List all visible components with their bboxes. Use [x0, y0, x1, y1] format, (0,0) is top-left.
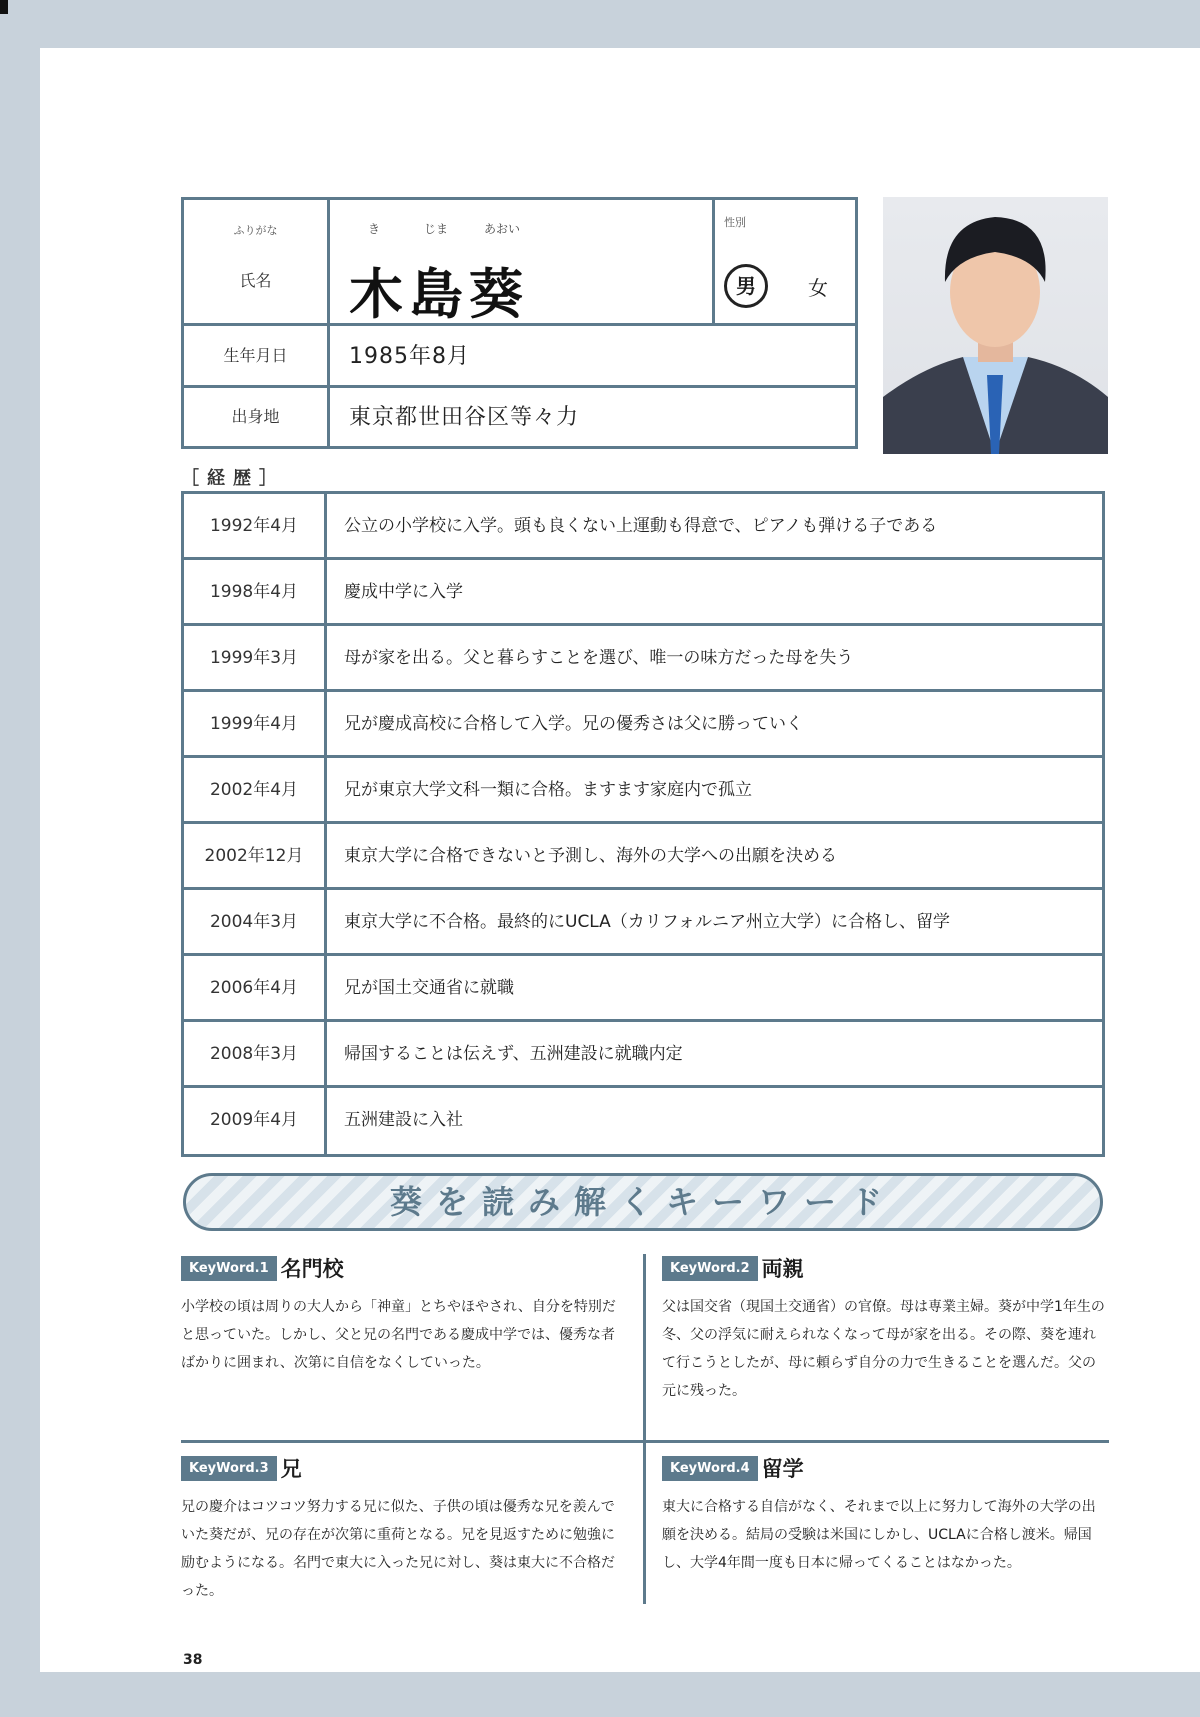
history-date: 2009年4月: [184, 1088, 327, 1154]
keyword-block-3: [181, 1453, 626, 1605]
history-row: [184, 890, 1102, 956]
gender-label: 性別: [724, 216, 746, 229]
history-description: 東京大学に合格できないと予測し、海外の大学への出願を決める: [344, 846, 837, 866]
origin-value: 東京都世田谷区等々力: [349, 405, 580, 430]
gender-male-circled: 男: [724, 264, 768, 308]
history-date: 1998年4月: [184, 560, 327, 623]
history-date: 1992年4月: [184, 494, 327, 557]
profile-photo: [883, 197, 1108, 454]
page-number: 38: [183, 1652, 203, 1668]
keyword-body: 小学校の頃は周りの大人から「神童」とちやほやされ、自分を特別だと思っていた。しかし、父と兄の名門である慶成中学では、優秀な者ばかりに囲まれ、次第に自信をなくしていった。: [181, 1299, 616, 1371]
history-description: 慶成中学に入学: [344, 582, 463, 602]
gender-female: 女: [808, 276, 828, 300]
history-row: [184, 824, 1102, 890]
keyword-tag: KeyWord.3: [181, 1456, 277, 1481]
history-date: 2008年3月: [184, 1022, 327, 1085]
history-row: [184, 626, 1102, 692]
profile-table: [181, 197, 858, 449]
furigana-label: ふりがな: [233, 224, 278, 237]
birth-label: 生年月日: [223, 346, 288, 365]
history-description: 兄が慶成高校に合格して入学。兄の優秀さは父に勝っていく: [344, 714, 803, 734]
history-date: 1999年3月: [184, 626, 327, 689]
history-date: 2002年4月: [184, 758, 327, 821]
history-description: 公立の小学校に入学。頭も良くない上運動も得意で、ピアノも弾ける子である: [344, 516, 938, 536]
history-date: 2006年4月: [184, 956, 327, 1019]
keyword-divider-vertical: [643, 1254, 646, 1604]
keyword-block-1: [181, 1253, 626, 1377]
origin-label: 出身地: [231, 407, 280, 426]
keyword-body: 東大に合格する自信がなく、それまで以上に努力して海外の大学の出願を決める。結局の受験は米国にしかし、UCLAに合格し渡米。帰国し、大学4年間一度も日本に帰ってくることはなかった。: [662, 1499, 1096, 1571]
history-description: 帰国することは伝えず、五洲建設に就職内定: [344, 1044, 683, 1064]
corner-mark: [0, 0, 8, 14]
keyword-title: 留学: [761, 1457, 804, 1481]
name-furigana-3: あおい: [484, 222, 521, 236]
birth-value: 1985年8月: [349, 344, 470, 369]
history-row: [184, 1088, 1102, 1154]
history-description: 兄が東京大学文科一類に合格。ますます家庭内で孤立: [344, 780, 752, 800]
history-date: 1999年4月: [184, 692, 327, 755]
history-date: 2004年3月: [184, 890, 327, 953]
history-table: [181, 491, 1105, 1157]
keyword-title: 名門校: [280, 1257, 344, 1281]
keyword-tag: KeyWord.4: [662, 1456, 758, 1481]
keyword-block-4: [662, 1453, 1107, 1577]
keyword-divider-horizontal: [181, 1440, 1109, 1443]
keyword-title: 兄: [280, 1457, 302, 1481]
person-name: 木島葵: [349, 262, 529, 326]
keyword-tag: KeyWord.2: [662, 1256, 758, 1281]
history-description: 五洲建設に入社: [344, 1110, 463, 1130]
history-row: [184, 560, 1102, 626]
name-furigana-1: き: [368, 222, 381, 236]
history-row: [184, 692, 1102, 758]
keyword-title: 両親: [761, 1257, 804, 1281]
keyword-block-2: [662, 1253, 1107, 1405]
name-label: 氏名: [239, 271, 272, 290]
keyword-body: 兄の慶介はコツコツ努力する兄に似た、子供の頃は優秀な兄を羨んでいた葵だが、兄の存在が次第に重荷となる。兄を見返すために勉強に励むようになる。名門で東大に入った兄に対し、葵は東大に不合格だった。: [181, 1499, 615, 1599]
history-row: [184, 758, 1102, 824]
history-row: [184, 1022, 1102, 1088]
history-description: 東京大学に不合格。最終的にUCLA（カリフォルニア州立大学）に合格し、留学: [344, 912, 950, 932]
history-description: 母が家を出る。父と暮らすことを選び、唯一の味方だった母を失う: [344, 648, 854, 668]
history-row: [184, 494, 1102, 560]
keyword-body: 父は国交省（現国土交通省）の官僚。母は専業主婦。葵が中学1年生の冬、父の浮気に耐えられなくなって母が家を出る。その際、葵を連れて行こうとしたが、母に頼らず自分の力で生きることを選んだ。父の元に残った。: [662, 1299, 1105, 1399]
keyword-banner: 葵を読み解くキーワード: [183, 1173, 1103, 1231]
history-date: 2002年12月: [184, 824, 327, 887]
name-furigana-2: じま: [424, 222, 449, 236]
history-row: [184, 956, 1102, 1022]
history-description: 兄が国土交通省に就職: [344, 978, 514, 998]
document-page: [40, 48, 1200, 1672]
history-label: ［経歴］: [181, 468, 285, 489]
keyword-tag: KeyWord.1: [181, 1256, 277, 1281]
